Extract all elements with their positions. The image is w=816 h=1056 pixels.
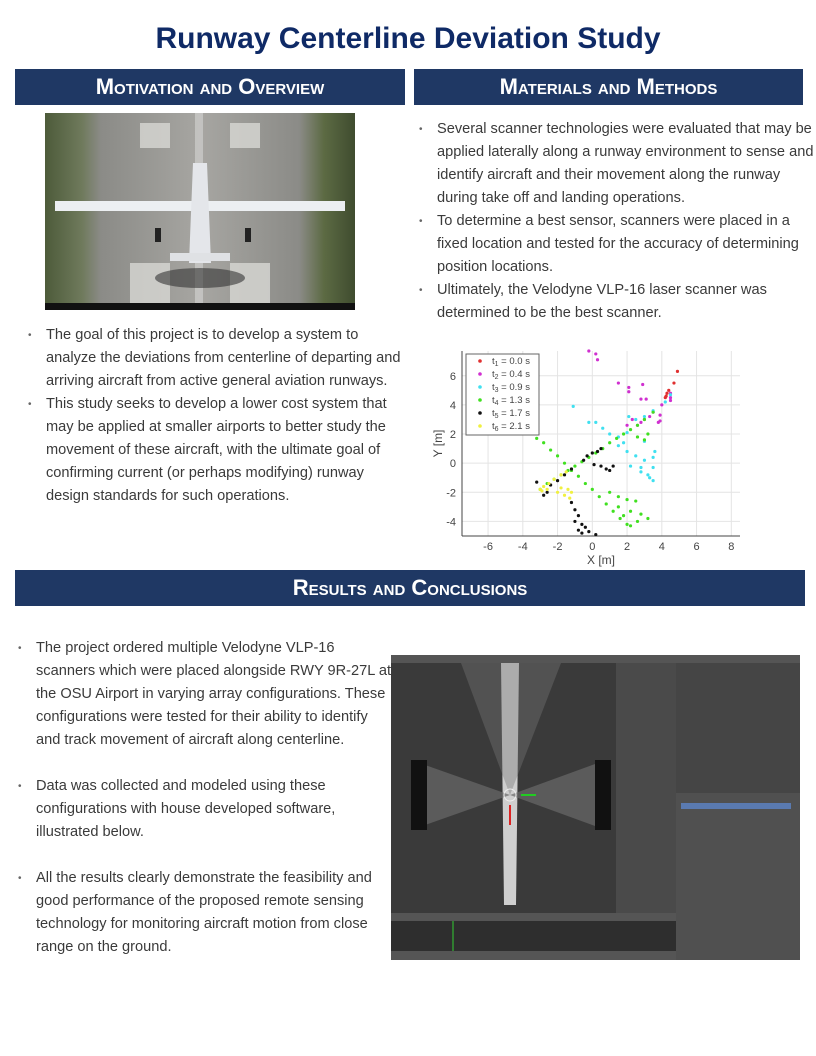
bullet: • Data was collected and modeled using these configurations with house developed software, illustrated below. [36, 775, 396, 844]
y-tick-label: -2 [446, 487, 456, 500]
data-point-t4 [636, 424, 639, 427]
data-point-t4 [629, 428, 632, 431]
y-axis-label: Y [m] [431, 429, 445, 458]
data-point-t4 [619, 517, 622, 520]
x-tick-label: -6 [483, 541, 493, 553]
data-point-t3 [594, 421, 597, 424]
data-point-t4 [622, 514, 625, 517]
data-point-t3 [572, 405, 575, 408]
data-point-t2 [627, 386, 630, 389]
data-point-t4 [598, 495, 601, 498]
data-point-t2 [639, 421, 642, 424]
data-point-t3 [648, 476, 651, 479]
x-tick-label: 4 [658, 541, 665, 553]
data-point-t2 [669, 399, 672, 402]
x-tick-label: -2 [552, 541, 563, 553]
legend-marker [478, 385, 482, 389]
data-point-t5 [556, 479, 559, 482]
data-point-t1 [672, 381, 675, 384]
data-point-t4 [535, 437, 538, 440]
data-point-t2 [658, 419, 661, 422]
data-point-t4 [622, 432, 625, 435]
data-point-t4 [556, 454, 559, 457]
data-point-t6 [542, 485, 545, 488]
data-point-t2 [627, 390, 630, 393]
legend-entry: $t_5 = 1.7$ s [492, 408, 530, 420]
data-point-t4 [608, 491, 611, 494]
data-point-t5 [573, 520, 576, 523]
data-point-t4 [608, 441, 611, 444]
data-point-t3 [639, 470, 642, 473]
data-point-t3 [664, 400, 667, 403]
data-point-t3 [587, 421, 590, 424]
data-point-t5 [612, 464, 615, 467]
data-point-t5 [596, 450, 599, 453]
results-bullets [16, 637, 396, 982]
data-point-t5 [592, 463, 595, 466]
data-point-t3 [643, 459, 646, 462]
data-point-t5 [573, 508, 576, 511]
data-point-t6 [559, 486, 562, 489]
data-point-t3 [617, 444, 620, 447]
methods-bullets [417, 118, 816, 325]
data-point-t2 [625, 424, 628, 427]
bullet: • The project ordered multiple Velodyne VLP-16 scanners which were placed alongside RWY 9R-27L at the OSU Airport in varying array configurations. These configurations were tested for their ability to identify and track movement of aircraft along centerline. [36, 637, 396, 752]
data-point-t5 [570, 467, 573, 470]
data-point-t2 [631, 418, 634, 421]
data-point-t4 [634, 499, 637, 502]
x-axis-label: X [m] [586, 553, 616, 567]
legend-marker [478, 359, 482, 363]
data-point-t3 [622, 441, 625, 444]
x-tick-label: 6 [693, 541, 700, 553]
poster-title: Runway Centerline Deviation Study [155, 22, 661, 55]
data-point-t1 [665, 395, 668, 398]
data-point-t4 [577, 475, 580, 478]
data-point-t3 [639, 466, 642, 469]
y-tick-label: -4 [446, 516, 456, 529]
motivation-heading: Motivation and Overview [15, 69, 405, 105]
data-point-t6 [556, 491, 559, 494]
results-heading: Results and Conclusions [15, 570, 805, 606]
data-point-t5 [594, 533, 597, 536]
data-point-t2 [658, 413, 661, 416]
scatter-chart [430, 345, 750, 567]
legend-entry: $t_3 = 0.9$ s [492, 382, 530, 394]
data-point-t4 [639, 513, 642, 516]
data-point-t3 [627, 415, 630, 418]
data-point-t4 [646, 432, 649, 435]
data-point-t3 [652, 479, 655, 482]
data-point-t6 [559, 473, 562, 476]
data-point-t4 [643, 418, 646, 421]
data-point-t4 [617, 505, 620, 508]
data-point-t2 [660, 403, 663, 406]
data-point-t5 [577, 529, 580, 532]
x-tick-label: -4 [517, 541, 528, 553]
data-point-t4 [563, 462, 566, 465]
y-tick-label: 0 [449, 458, 456, 471]
data-point-t4 [615, 437, 618, 440]
data-point-t2 [639, 397, 642, 400]
data-point-t3 [646, 473, 649, 476]
bullet: • The goal of this project is to develop a system to analyze the deviations from centerline of departing and arriving aircraft from active general aviation runways. [46, 324, 408, 393]
data-point-t5 [586, 454, 589, 457]
data-point-t3 [653, 450, 656, 453]
data-point-t3 [601, 427, 604, 430]
methods-heading: Materials and Methods [414, 69, 803, 105]
legend-entry: $t_6 = 2.1$ s [492, 421, 530, 433]
bullet: • This study seeks to develop a lower cost system that may be applied at smaller airports to better study the movement of these aircraft, with the ultimate goal of confirming current (or perhaps modifying) runway design standards for such operations. [46, 393, 408, 508]
data-point-t5 [587, 530, 590, 533]
data-point-t4 [549, 448, 552, 451]
bullet: • To determine a best sensor, scanners were placed in a fixed location and tested for the accuracy of determining position locations. [437, 210, 816, 279]
data-point-t6 [565, 470, 568, 473]
data-point-t3 [625, 450, 628, 453]
data-point-t6 [568, 497, 571, 500]
data-point-t4 [542, 441, 545, 444]
data-point-t5 [563, 473, 566, 476]
data-point-t4 [646, 517, 649, 520]
data-point-t5 [580, 531, 583, 534]
data-point-t4 [612, 510, 615, 513]
data-point-t6 [540, 489, 543, 492]
data-point-t2 [596, 358, 599, 361]
data-point-t3 [629, 464, 632, 467]
data-point-t5 [577, 514, 580, 517]
data-point-t3 [608, 432, 611, 435]
data-point-t1 [665, 392, 668, 395]
data-point-t5 [546, 491, 549, 494]
data-point-t4 [591, 488, 594, 491]
data-point-t5 [599, 464, 602, 467]
data-point-t4 [652, 411, 655, 414]
data-point-t4 [625, 498, 628, 501]
bullet: • Several scanner technologies were evaluated that may be applied laterally along a runway environment to sense and identify aircraft and their movement along the runway during take off and landing operations. [437, 118, 816, 210]
data-point-t2 [648, 415, 651, 418]
legend-marker [478, 398, 482, 402]
legend-entry: $t_1 = 0.0$ s [492, 356, 530, 368]
data-point-t4 [584, 482, 587, 485]
bullet: • Ultimately, the Velodyne VLP-16 laser scanner was determined to be the best scanner. [437, 279, 816, 325]
data-point-t3 [652, 456, 655, 459]
data-point-t4 [629, 510, 632, 513]
y-tick-label: 4 [449, 399, 456, 412]
data-point-t4 [625, 523, 628, 526]
data-point-t2 [645, 397, 648, 400]
motivation-bullets [26, 324, 408, 508]
data-point-t3 [643, 415, 646, 418]
data-point-t5 [591, 451, 594, 454]
legend-entry: $t_2 = 0.4$ s [492, 369, 530, 381]
software-screenshot [391, 655, 800, 960]
data-point-t4 [643, 438, 646, 441]
data-point-t5 [608, 469, 611, 472]
data-point-t5 [605, 467, 608, 470]
data-point-t5 [599, 447, 602, 450]
data-point-t2 [594, 352, 597, 355]
data-point-t6 [546, 488, 549, 491]
data-point-t1 [676, 370, 679, 373]
data-point-t3 [625, 431, 628, 434]
y-tick-label: 6 [449, 370, 456, 383]
data-point-t4 [636, 435, 639, 438]
data-point-t2 [587, 349, 590, 352]
data-point-t6 [547, 482, 550, 485]
data-point-t4 [636, 520, 639, 523]
data-point-t5 [570, 501, 573, 504]
data-point-t4 [629, 524, 632, 527]
data-point-t5 [542, 494, 545, 497]
legend-marker [478, 372, 482, 376]
x-tick-label: 0 [589, 541, 596, 553]
data-point-t5 [584, 526, 587, 529]
y-tick-label: 2 [449, 429, 456, 442]
data-point-t3 [652, 466, 655, 469]
data-point-t2 [669, 396, 672, 399]
bullet: • All the results clearly demonstrate the feasibility and good performance of the proposed remote sensing technology for monitoring aircraft motion from close range on the ground. [36, 867, 396, 959]
data-point-t4 [617, 495, 620, 498]
data-point-t1 [667, 389, 670, 392]
data-point-t3 [669, 393, 672, 396]
data-point-t2 [641, 383, 644, 386]
data-point-t5 [582, 459, 585, 462]
x-tick-label: 2 [624, 541, 631, 553]
data-point-t4 [573, 464, 576, 467]
data-point-t3 [634, 454, 637, 457]
data-point-t6 [563, 494, 566, 497]
legend-marker [478, 411, 482, 415]
legend-marker [478, 424, 482, 428]
data-point-t5 [535, 481, 538, 484]
legend-entry: $t_4 = 1.3$ s [492, 395, 530, 407]
aircraft-runway-photo [45, 113, 355, 310]
data-point-t5 [580, 523, 583, 526]
data-point-t4 [605, 502, 608, 505]
data-point-t6 [570, 491, 573, 494]
data-point-t6 [566, 488, 569, 491]
data-point-t3 [634, 418, 637, 421]
data-point-t6 [552, 478, 555, 481]
data-point-t2 [617, 381, 620, 384]
x-tick-label: 8 [728, 541, 735, 553]
